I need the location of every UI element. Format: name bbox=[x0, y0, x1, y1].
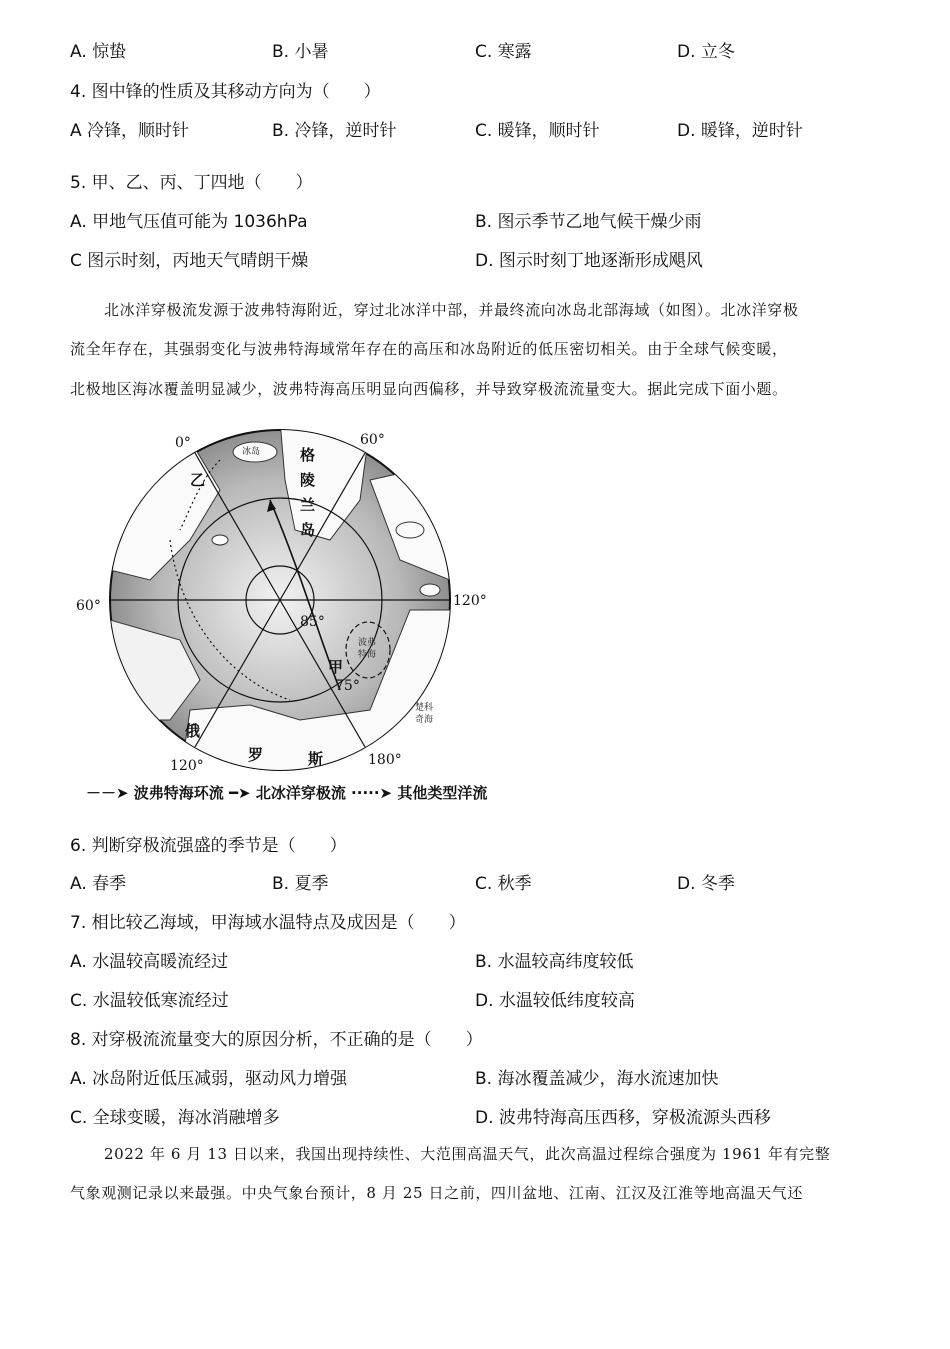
passage2-line1: 2022 年 6 月 13 日以来，我国出现持续性、大范围高温天气，此次高温过程综合强度为 1961 年有完整 bbox=[104, 1145, 831, 1163]
yi-label: 乙 bbox=[190, 471, 206, 489]
jia-label: 甲 bbox=[328, 658, 344, 676]
q5-option-a: A. 甲地气压值可能为 1036hPa bbox=[70, 212, 308, 232]
q5-option-d: D. 图示时刻丁地逐渐形成飓风 bbox=[475, 251, 703, 271]
greenland-label-4: 岛 bbox=[300, 521, 316, 539]
beaufort-label-2: 特海 bbox=[358, 650, 377, 660]
map-legend: －－➤ 波弗特海环流 ━➤ 北冰洋穿极流 ·····➤ 其他类型洋流 bbox=[86, 784, 488, 802]
russia-label-3: 斯 bbox=[308, 750, 324, 768]
q5-stem: 5. 甲、乙、丙、丁四地（ ） bbox=[70, 173, 313, 193]
q7-option-a: A. 水温较高暖流经过 bbox=[70, 952, 229, 972]
lon-180-label: 180° bbox=[368, 752, 402, 768]
q8-option-a: A. 冰岛附近低压减弱，驱动风力增强 bbox=[70, 1069, 348, 1089]
q7-option-b: B. 水温较高纬度较低 bbox=[475, 952, 634, 972]
q8-stem: 8. 对穿极流流量变大的原因分析，不正确的是（ ） bbox=[70, 1030, 483, 1050]
lat-85-label: 85° bbox=[300, 614, 325, 630]
q4-option-c: C. 暖锋，顺时针 bbox=[475, 121, 600, 141]
q4-option-a: A 冷锋，顺时针 bbox=[70, 121, 190, 141]
russia-label-2: 罗 bbox=[248, 746, 264, 764]
iceland-label: 冰岛 bbox=[242, 447, 261, 457]
q4-stem: 4. 图中锋的性质及其移动方向为（ ） bbox=[70, 82, 381, 102]
q7-option-c: C. 水温较低寒流经过 bbox=[70, 991, 229, 1011]
beaufort-label-1: 波弗 bbox=[358, 638, 377, 648]
passage2-line2: 气象观测记录以来最强。中央气象台预计，8 月 25 日之前，四川盆地、江南、江汉及江淮等地高温天气还 bbox=[70, 1184, 803, 1202]
island-1 bbox=[396, 522, 424, 538]
q3-option-d: D. 立冬 bbox=[677, 42, 735, 62]
q6-option-a: A. 春季 bbox=[70, 874, 127, 894]
lon-60e-label: 60° bbox=[360, 432, 385, 448]
island-3 bbox=[420, 584, 440, 596]
q7-stem: 7. 相比较乙海域，甲海域水温特点及成因是（ ） bbox=[70, 913, 466, 933]
q8-option-c: C. 全球变暖，海冰消融增多 bbox=[70, 1108, 280, 1128]
greenland-label-3: 兰 bbox=[300, 496, 316, 514]
q5-option-b: B. 图示季节乙地气候干燥少雨 bbox=[475, 212, 702, 232]
passage1-line2: 流全年存在，其强弱变化与波弗特海域常年存在的高压和冰岛附近的低压密切相关。由于全球气候变暖， bbox=[70, 340, 788, 358]
q5-option-c: C 图示时刻，丙地天气晴朗干燥 bbox=[70, 251, 309, 271]
russia-label-1: 俄 bbox=[185, 722, 201, 740]
q3-option-c: C. 寒露 bbox=[475, 42, 532, 62]
lon-60w-label: 60° bbox=[76, 598, 101, 614]
lat-75-label: 75° bbox=[335, 678, 360, 694]
arctic-map-figure bbox=[70, 420, 510, 810]
q4-option-b: B. 冷锋，逆时针 bbox=[272, 121, 397, 141]
passage1-line1: 北冰洋穿极流发源于波弗特海附近，穿过北冰洋中部，并最终流向冰岛北部海域（如图）。北冰洋穿极 bbox=[104, 301, 799, 319]
greenland-label-1: 格 bbox=[300, 446, 316, 464]
q3-option-a: A. 惊蛰 bbox=[70, 42, 127, 62]
lon-120w-label: 120° bbox=[170, 758, 204, 774]
passage1-line3: 北极地区海冰覆盖明显减少，波弗特海高压明显向西偏移，并导致穿极流流量变大。据此完成下面小题。 bbox=[70, 380, 788, 398]
q6-stem: 6. 判断穿极流强盛的季节是（ ） bbox=[70, 836, 347, 856]
lon-120e-label: 120° bbox=[453, 593, 487, 609]
q3-option-b: B. 小暑 bbox=[272, 42, 329, 62]
island-2 bbox=[212, 535, 228, 545]
arctic-map bbox=[70, 420, 510, 780]
q4-option-d: D. 暖锋，逆时针 bbox=[677, 121, 803, 141]
q6-option-b: B. 夏季 bbox=[272, 874, 329, 894]
greenland-label-2: 陵 bbox=[300, 471, 316, 489]
lon-0-label: 0° bbox=[175, 435, 191, 451]
bering-label-1: 楚科 bbox=[415, 703, 434, 713]
q7-option-d: D. 水温较低纬度较高 bbox=[475, 991, 635, 1011]
q8-option-b: B. 海冰覆盖减少，海水流速加快 bbox=[475, 1069, 719, 1089]
q8-option-d: D. 波弗特海高压西移，穿极流源头西移 bbox=[475, 1108, 771, 1128]
q6-option-d: D. 冬季 bbox=[677, 874, 735, 894]
q6-option-c: C. 秋季 bbox=[475, 874, 532, 894]
bering-label-2: 奇海 bbox=[415, 715, 434, 725]
